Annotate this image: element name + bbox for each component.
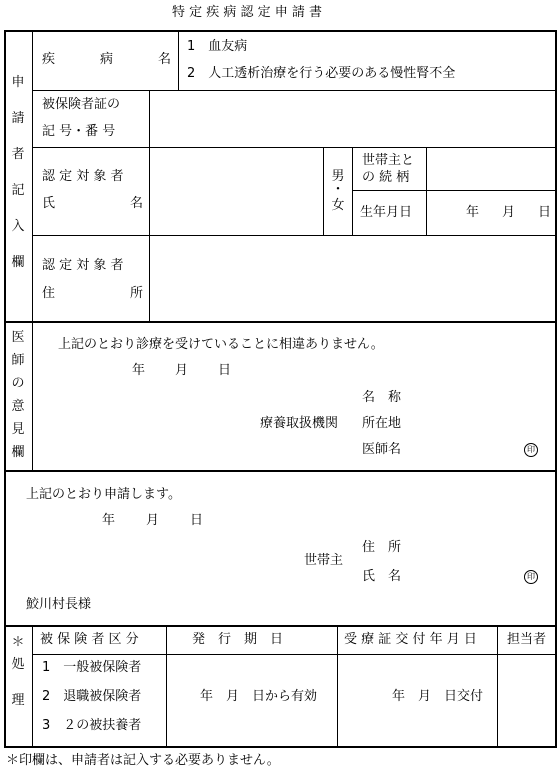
relation-field[interactable] [427,148,555,190]
footnote: ＊印欄は、申請者は記入する必要ありません。 [6,753,280,768]
doctor-date-month[interactable]: 月 [175,363,189,378]
insurance-label-2: 記 号・番 号 [42,124,116,139]
address-label-2a: 住 [42,286,56,301]
birth-label: 生年月日 [360,205,413,220]
address-field[interactable] [150,236,555,321]
form-title: 特 定 疾 病 認 定 申 請 書 [172,5,323,20]
address-label-2b: 所 [130,286,144,301]
doctor-statement: 上記のとおり診療を受けていることに相違ありません。 [58,337,384,352]
header-category: 被 保 険 者 区 分 [40,632,139,647]
insurance-number-field[interactable] [150,91,555,147]
header-issue-date: 発 行 期 日 [192,632,284,647]
disease-option-dialysis[interactable]: 2 人工透析治療を行う必要のある慢性腎不全 [187,66,456,81]
disease-label: 疾 [42,52,56,67]
category-dependent[interactable]: 3 ２の被扶養者 [42,718,142,733]
processing-side-label: ＊ 処 理 [11,635,25,708]
disease-option-hemophilia[interactable]: 1 血友病 [187,39,248,54]
addressee: 鮫川村長様 [26,597,92,612]
doctor-date-day[interactable]: 日 [218,363,232,378]
relation-label-2: の 続 柄 [362,170,410,185]
request-date-month[interactable]: 月 [146,513,160,528]
person-label-name-2: 名 [130,196,144,211]
disease-label-2: 病 [100,52,114,67]
doctor-name-label: 医師名 [362,442,402,457]
staff-field[interactable] [498,655,555,746]
issue-date-value[interactable]: 年 月 日から有効 [200,689,318,704]
doctor-side-label: 医 師 の 意 見 欄 [11,330,25,460]
request-statement: 上記のとおり申請します。 [26,487,181,502]
request-date-year[interactable]: 年 [102,513,116,528]
doctor-seal-icon: 印 [524,443,538,457]
institution-name-label: 名 称 [362,390,402,405]
person-label-name-1: 氏 [42,196,56,211]
header-delivery-date: 受 療 証 交 付 年 月 日 [344,632,477,647]
address-label: 認 定 対 象 者 [42,258,124,273]
person-label: 認 定 対 象 者 [42,169,124,184]
relation-label: 世帯主と [362,153,415,168]
category-general[interactable]: 1 一般被保険者 [42,660,142,675]
header-staff: 担当者 [507,632,547,647]
applicant-side-label: 申 請 者 記 入 欄 [11,75,25,270]
householder-name-label: 氏 名 [362,569,402,584]
householder-address-label: 住 所 [362,540,402,555]
request-date-day[interactable]: 日 [190,513,204,528]
institution-address-label: 所在地 [362,416,402,431]
householder-seal-icon: 印 [524,570,538,584]
birth-year[interactable]: 年 [466,205,480,220]
birth-month[interactable]: 月 [502,205,516,220]
category-retired[interactable]: 2 退職被保険者 [42,689,142,704]
birth-day[interactable]: 日 [538,205,552,220]
doctor-date-year[interactable]: 年 [132,363,146,378]
institution-label: 療養取扱機関 [260,416,339,431]
person-name-field[interactable] [150,148,323,235]
householder-label: 世帯主 [304,553,344,568]
insurance-label: 被保険者証の [42,97,121,112]
delivery-date-value[interactable]: 年 月 日交付 [392,689,484,704]
sex-label[interactable]: 男 ・ 女 [331,169,345,213]
disease-label-3: 名 [158,52,172,67]
